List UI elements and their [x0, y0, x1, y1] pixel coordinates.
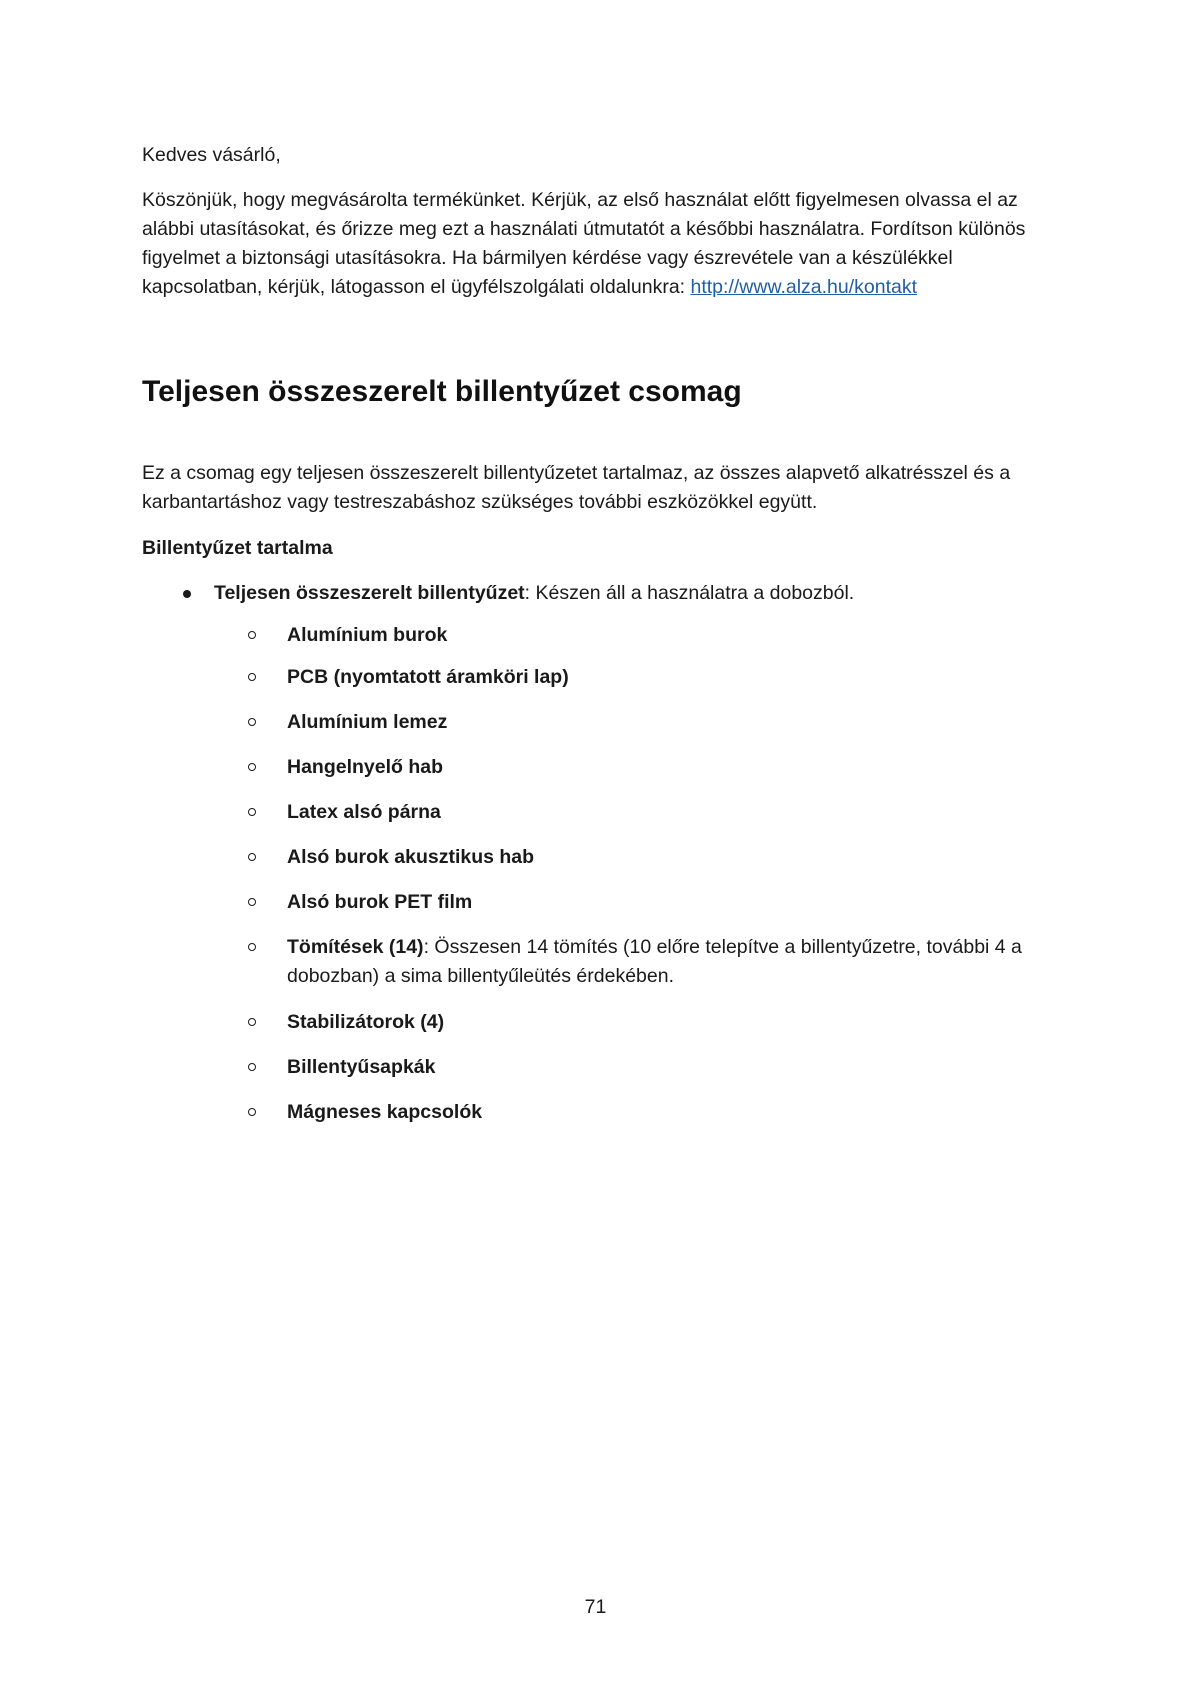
contents-title: Billentyűzet tartalma: [142, 537, 333, 559]
list-item-bold: Alsó burok akusztikus hab: [287, 846, 535, 868]
list-item-bold: Tömítések (14): [287, 936, 424, 958]
main-item-text: [214, 579, 1062, 608]
circle-bullet-icon: [248, 673, 256, 681]
list-item-bold: Alumínium burok: [287, 624, 448, 646]
circle-bullet-icon: [248, 898, 256, 906]
list-item-bold: Mágneses kapcsolók: [287, 1101, 483, 1123]
circle-bullet-icon: [248, 1018, 256, 1026]
list-item-bold: Billentyűsapkák: [287, 1056, 436, 1078]
page-number: 71: [584, 1596, 607, 1618]
list-item-bold: Stabilizátorok (4): [287, 1011, 445, 1033]
circle-bullet-icon: [248, 631, 256, 639]
circle-bullet-icon: [248, 1063, 256, 1071]
list-item-bold: Alumínium lemez: [287, 711, 448, 733]
list-item-rest: : Összesen 14 tömítés (10 előre telepítve a billentyűzetre, további 4 a dobozban) a sima billentyűleütés érdekében.: [287, 936, 1022, 987]
page-title: Teljesen összeszerelt billentyűzet csomag: [142, 375, 742, 408]
circle-bullet-icon: [248, 808, 256, 816]
circle-bullet-icon: [248, 718, 256, 726]
contact-link[interactable]: http://www.alza.hu/kontakt: [690, 276, 918, 298]
bullet-icon: [183, 590, 191, 598]
circle-bullet-icon: [248, 763, 256, 771]
list-item-bold: PCB (nyomtatott áramköri lap): [287, 666, 569, 688]
main-item-bold: Teljesen összeszerelt billentyűzet: [214, 582, 525, 604]
greeting: Kedves vásárló,: [142, 144, 281, 166]
list-item-bold: Latex alsó párna: [287, 801, 441, 823]
list-item-bold: Hangelnyelő hab: [287, 756, 444, 778]
intro-text: Köszönjük, hogy megvásárolta termékünket. Kérjük, az első használat előtt figyelmesen olvassa el az alábbi utasításokat, és őrizze meg ezt a használati útmutatót a későbbi használatra. Fordítson különös figyelmet a biztonsági utasításokra. Ha bármilyen kérdése vagy észrevétele van a készülékkel kapcsolatban, kérjük, látogasson el ügyfélszolgálati oldalunkra:: [142, 189, 1026, 298]
intro-paragraph: [142, 186, 1062, 302]
list-item-bold: Alsó burok PET film: [287, 891, 473, 913]
circle-bullet-icon: [248, 853, 256, 861]
main-item-rest: : Készen áll a használatra a dobozból.: [524, 582, 855, 604]
circle-bullet-icon: [248, 943, 256, 951]
circle-bullet-icon: [248, 1108, 256, 1116]
package-description: Ez a csomag egy teljesen összeszerelt billentyűzetet tartalmaz, az összes alapvető alkatrésszel és a karbantartáshoz vagy testreszabáshoz szükséges további eszközökkel együtt.: [142, 462, 1011, 513]
